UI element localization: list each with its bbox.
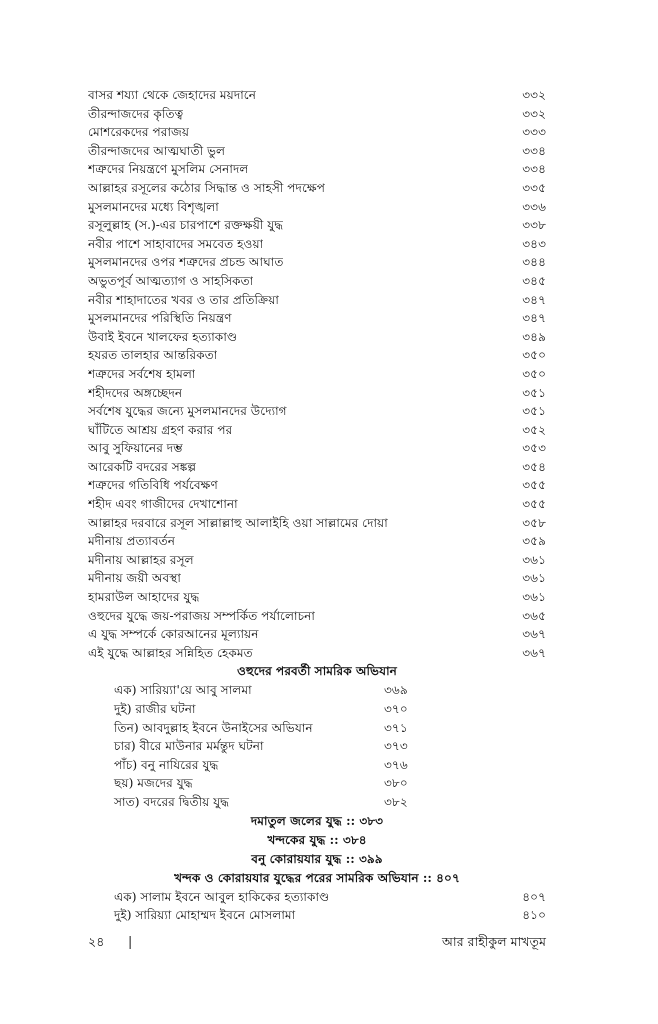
toc-entry <box>88 291 546 310</box>
footer-separator: | <box>128 934 133 949</box>
toc-entry <box>88 569 546 588</box>
page-footer <box>88 934 546 954</box>
entry-title: হামরাউল আহাদের যুদ্ধ <box>88 590 200 605</box>
entry-page-number: ৩৫১ <box>522 404 546 419</box>
entry-page-number: ৩৪৫ <box>522 273 546 288</box>
entry-title: শহীদদের অঙ্গচ্ছেদন <box>88 385 183 400</box>
toc-entry <box>88 644 546 663</box>
toc-entry <box>88 216 546 235</box>
toc-entry <box>88 402 546 421</box>
entry-title: দুই) সারিয়্যা মোহাম্মদ ইবনে মোসলামা <box>114 908 296 923</box>
entry-title: আল্লাহর দরবারে রসূল সাল্লাল্লাহু আলাইহি ওয়া সাল্লামের দোয়া <box>88 515 388 530</box>
entry-page-number: ৩৭১ <box>384 720 408 735</box>
entry-page-number: ৩৭৩ <box>384 739 408 754</box>
toc-entry <box>88 160 546 179</box>
entry-page-number: ৩৫৫ <box>522 478 546 493</box>
entry-page-number: ৩৩২ <box>522 88 546 102</box>
entry-title: নবীর পাশে সাহাবাদের সমবেত হওয়া <box>88 236 264 251</box>
toc-sub-entry <box>88 888 546 907</box>
entry-page-number: ৩৩৩ <box>522 125 546 140</box>
entry-title: শত্রুদের গতিবিধি পর্যবেক্ষণ <box>88 478 218 493</box>
entry-page-number: ৩৬১ <box>522 552 546 567</box>
toc-entry <box>88 476 546 495</box>
entry-title: শহীদ এবং গাজীদের দেখাশোনা <box>88 497 238 512</box>
entry-title: মুসলমানদের পরিস্থিতি নিয়ন্ত্রণ <box>88 311 232 326</box>
entry-page-number: ৩৩২ <box>522 106 546 121</box>
entry-title: এই যুদ্ধে আল্লাহর সন্নিহিত হেকমত <box>88 645 253 660</box>
entry-page-number: ৩৫৪ <box>522 459 546 474</box>
entry-title: এ যুদ্ধ সম্পর্কে কোরআনের মূল্যায়ন <box>88 627 259 642</box>
entry-page-number: ৩৮০ <box>384 776 408 791</box>
entry-title: সাত) বদরের দ্বিতীয় যুদ্ধ <box>114 794 230 809</box>
entry-title: হযরত তালহার আন্তরিকতা <box>88 348 218 363</box>
heading-banu-qurayza: বনু কোরায়যার যুদ্ধ :: ৩৯৯ <box>251 851 383 866</box>
entry-title: শত্রুদের সর্বশেষ হামলা <box>88 366 196 381</box>
toc-entry <box>88 235 546 254</box>
entry-page-number: ৩৬১ <box>522 590 546 605</box>
toc-sub-entry <box>88 793 546 812</box>
entry-page-number: ৪০৭ <box>522 889 546 904</box>
entry-page-number: ৩৩৫ <box>522 180 546 195</box>
toc-entry <box>88 421 546 440</box>
toc-entry <box>88 142 546 161</box>
toc-entry <box>88 514 546 533</box>
entry-page-number: ৩৩৪ <box>522 143 546 158</box>
toc-sub-entry <box>88 756 546 775</box>
entry-page-number: ৪১০ <box>522 908 546 923</box>
toc-sub-entry <box>88 737 546 756</box>
entry-page-number: ৩৬৫ <box>522 608 546 623</box>
entry-page-number: ৩৭৬ <box>384 757 408 772</box>
entry-page-number: ৩৫৫ <box>522 497 546 512</box>
table-of-contents <box>88 86 546 925</box>
toc-entry <box>88 588 546 607</box>
entry-title: নবীর শাহাদাতের খবর ও তার প্রতিক্রিয়া <box>88 292 279 307</box>
toc-entry <box>88 384 546 403</box>
entry-page-number: ৩৫০ <box>522 348 546 363</box>
heading-post-khandaq-expeditions: খন্দক ও কোরায়যার যুদ্ধের পরের সামরিক অভিযান :: ৪০৭ <box>174 870 460 885</box>
toc-entry <box>88 495 546 514</box>
toc-entry <box>88 607 546 626</box>
heading-khandaq: খন্দকের যুদ্ধ :: ৩৮৪ <box>267 832 367 847</box>
entry-page-number: ৩৩৪ <box>522 162 546 177</box>
entry-page-number: ৩৬১ <box>522 571 546 586</box>
toc-entry <box>88 439 546 458</box>
entry-page-number: ৩৩৮ <box>522 218 546 233</box>
entry-title: তীরন্দাজদের আত্মঘাতী ভুল <box>88 143 226 158</box>
entry-title: মদীনায় আল্লাহর রসূল <box>88 552 194 567</box>
entry-page-number: ৩৫৯ <box>522 534 546 549</box>
entry-title: ওহুদের যুদ্ধে জয়-পরাজয় সম্পর্কিত পর্যালোচনা <box>88 608 315 623</box>
toc-entry <box>88 625 546 644</box>
entry-title: রসূলুল্লাহ (স.)-এর চারপাশে রক্তক্ষয়ী যুদ্ধ <box>88 218 284 233</box>
entry-title: মদীনায় জয়ী অবস্থা <box>88 571 181 586</box>
entry-title: মুসলমানদের ওপর শত্রুদের প্রচন্ড আঘাত <box>88 255 284 270</box>
book-title: আর রাহীকুল মাখতূম <box>442 934 546 949</box>
toc-entry <box>88 123 546 142</box>
toc-entry <box>88 365 546 384</box>
entry-title: শত্রুদের নিয়ন্ত্রণে মুসলিম সেনাদল <box>88 162 249 177</box>
entry-title: বাসর শয্যা থেকে জেহাদের ময়দানে <box>88 88 256 102</box>
entry-title: ছয়) মজদের যুদ্ধ <box>114 776 193 791</box>
toc-entry <box>88 532 546 551</box>
heading-dumatul-jandal: দমাতুল জলের যুদ্ধ :: ৩৮৩ <box>250 813 384 828</box>
entry-title: এক) সালাম ইবনে আবুল হাকিকের হত্যাকাণ্ড <box>114 889 330 904</box>
entry-page-number: ৩৭০ <box>384 702 408 716</box>
entry-title: সর্বশেষ যুদ্ধের জন্যে মুসলমানদের উদ্যোগ <box>88 404 287 419</box>
entry-page-number: ৩৫৮ <box>522 515 546 530</box>
entry-title: মুসলমানদের মধ্যে বিশৃঙ্খলা <box>88 199 219 214</box>
toc-entry <box>88 551 546 570</box>
section-post-khandaq-items <box>88 888 546 925</box>
entry-title: অভুতপূর্ব আত্মত্যাগ ও সাহসিকতা <box>88 273 254 288</box>
toc-sub-entry <box>88 774 546 793</box>
page-number: ২৪ <box>88 934 105 949</box>
toc-entries <box>88 86 546 662</box>
toc-sub-entry <box>88 681 546 700</box>
section-after-uhud-items <box>88 681 546 811</box>
entry-page-number: ৩৮২ <box>384 794 408 809</box>
entry-page-number: ৩৩৬ <box>522 199 546 214</box>
entry-title: দুই) রাজীর ঘটনা <box>114 702 196 716</box>
toc-sub-entry <box>88 719 546 738</box>
toc-entry <box>88 346 546 365</box>
entry-page-number: ৩৪৭ <box>522 311 546 326</box>
toc-entry <box>88 253 546 272</box>
entry-title: মোশরেকদের পরাজয় <box>88 125 190 140</box>
entry-title: তীরন্দাজদের কৃতিত্ব <box>88 106 184 121</box>
toc-entry <box>88 86 546 105</box>
entry-title: মদীনায় প্রত্যাবর্তন <box>88 534 176 549</box>
entry-page-number: ৩৪৭ <box>522 292 546 307</box>
entry-title: আরেকটি বদরের সঙ্কল্প <box>88 459 197 474</box>
toc-entry <box>88 272 546 291</box>
entry-title: তিন) আবদুল্লাহ ইবনে উনাইসের অভিযান <box>114 720 313 735</box>
toc-entry <box>88 458 546 477</box>
entry-page-number: ৩৪৯ <box>522 329 546 344</box>
entry-title: আল্লাহর রসূলের কঠোর সিদ্ধান্ত ও সাহসী পদক্ষেপ <box>88 180 326 195</box>
entry-page-number: ৩৫০ <box>522 366 546 381</box>
entry-title: পাঁচ) বনু নাযিরের যুদ্ধ <box>114 757 219 772</box>
entry-page-number: ৩৫১ <box>522 385 546 400</box>
section-heading-after-uhud: ওহুদের পরবর্তী সামরিক অভিযান <box>237 664 397 679</box>
toc-entry <box>88 179 546 198</box>
toc-entry <box>88 198 546 217</box>
toc-sub-entry <box>88 906 546 925</box>
toc-entry <box>88 105 546 124</box>
entry-page-number: ৩৬৯ <box>384 683 408 698</box>
toc-sub-entry <box>88 700 546 719</box>
entry-title: চার) বীরে মাউনার মর্মন্তুদ ঘটনা <box>114 739 264 754</box>
toc-entry <box>88 328 546 347</box>
entry-title: আবু সুফিয়ানের দম্ভ <box>88 441 183 456</box>
entry-page-number: ৩৪৪ <box>522 255 546 270</box>
entry-page-number: ৩৬৭ <box>522 645 546 660</box>
entry-page-number: ৩৪৩ <box>522 236 546 251</box>
entry-page-number: ৩৬৭ <box>522 627 546 642</box>
entry-page-number: ৩৫২ <box>522 422 546 437</box>
entry-page-number: ৩৫৩ <box>522 441 546 456</box>
entry-title: এক) সারিয়্যা'য়ে আবু সালমা <box>114 683 252 698</box>
entry-title: উবাই ইবনে খালফের হত্যাকাণ্ড <box>88 329 238 344</box>
toc-entry <box>88 309 546 328</box>
entry-title: ঘাঁটিতে আশ্রয় গ্রহণ করার পর <box>88 422 233 437</box>
